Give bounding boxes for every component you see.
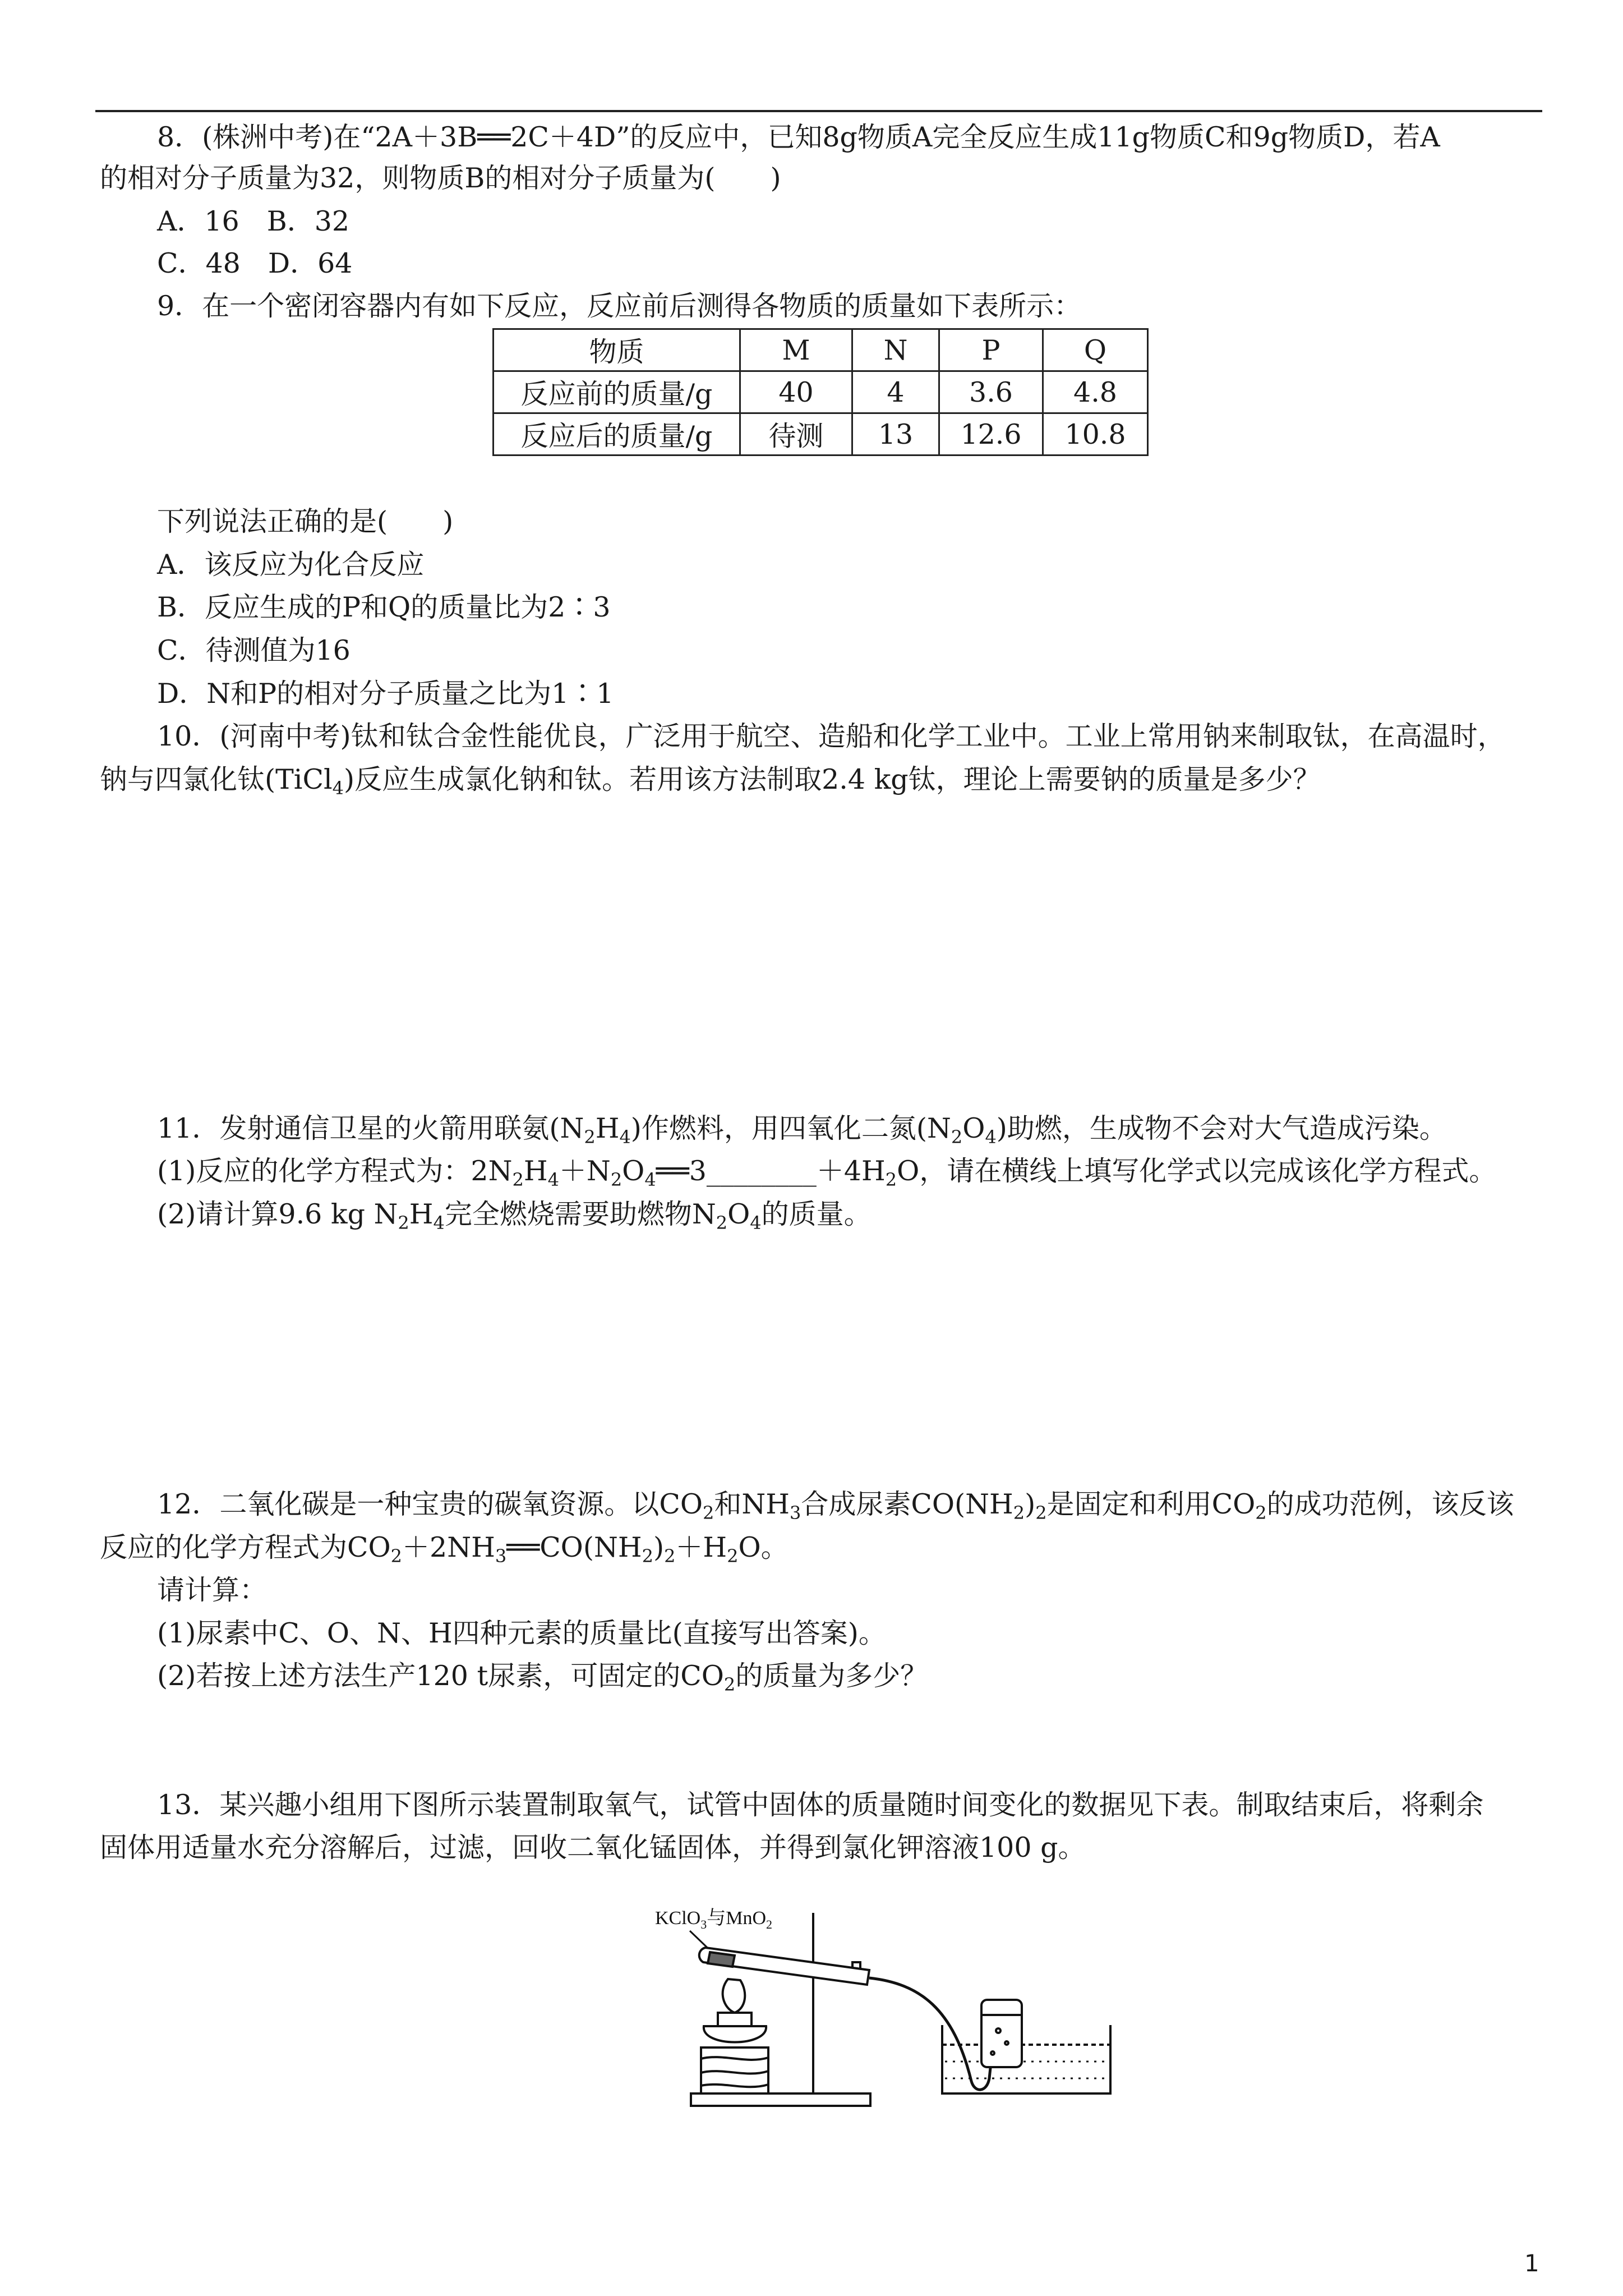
gas-jar [981,2000,1022,2067]
table-header-cell: M [740,329,852,371]
mass-table [492,328,1149,456]
table-header-cell: N [852,329,939,371]
table-cell: 10.8 [1043,413,1148,455]
water-trough [942,2025,1110,2093]
table-cell: 3.6 [939,371,1043,413]
figure-label: KClO$_3$与MnO$_2$ [655,1908,773,1931]
q12-part2: (2)若按上述方法生产120 t尿素，可固定的$CO_2$的质量为多少？ [157,1660,928,1695]
q9-option-c: C．待测值为16 [157,634,351,666]
page-number: 1 [1524,2249,1539,2277]
table-cell: 反应后的质量/g [494,413,740,455]
table-header-row [494,329,1148,371]
table-cell: 反应前的质量/g [494,371,740,413]
alcohol-lamp [701,1979,768,2093]
oxygen-apparatus-figure [628,1896,1122,2120]
q9-stem: 9．在一个密闭容器内有如下反应，反应前后测得各物质的质量如下表所示： [157,290,1082,322]
table-row [494,413,1148,455]
q12-line1: 12．二氧化碳是一种宝贵的碳氧资源。以$CO_2$和$NH_3$合成尿素$CO(NH_2)_2$是固定和利用$CO_2$的成功范例，该反该 [157,1488,1514,1524]
q11-part1: (1)反应的化学方程式为：$2N_2H_4+N_2O_4══3\_\_\_\_\_\_\_\_+4H_2O$，请在横线上填写化学式以完成该化学方程式。 [157,1155,1497,1190]
table-cell: 4 [852,371,939,413]
q11-part2: (2)请计算9.6 kg $N_2H_4$完全燃烧需要助燃物$N_2O_4$的质量。 [157,1198,872,1234]
q11-line1: 11．发射通信卫星的火箭用联氨$(N_2H_4)$作燃料，用四氧化二氮$(N_2O_4)$助燃，生成物不会对大气造成污染。 [157,1112,1447,1148]
table-cell: 40 [740,371,852,413]
q12-calc-label: 请计算： [157,1574,268,1606]
table-cell: 12.6 [939,413,1043,455]
table-cell: 4.8 [1043,371,1148,413]
q8-options-cd: C．48 D．64 [157,247,353,279]
q8-options-ab: A．16 B．32 [157,205,350,237]
q8-line1: 8．(株洲中考)在“2A＋3B══2C＋4D”的反应中，已知8g物质A完全反应生成11g物质C和9g物质D，若A [157,121,1440,153]
q13-line1: 13．某兴趣小组用下图所示装置制取氧气，试管中固体的质量随时间变化的数据见下表。制取结束后，将剩余 [157,1789,1484,1821]
q12-line2: 反应的化学方程式为$CO_2+2NH_3══CO(NH_2)_2+H_2O$。 [100,1531,789,1567]
table-cell: 13 [852,413,939,455]
q9-option-a: A．该反应为化合反应 [157,549,425,581]
q9-question: 下列说法正确的是( ) [157,505,454,537]
table-row [494,371,1148,413]
q10-line1: 10．(河南中考)钛和钛合金性能优良，广泛用于航空、造船和化学工业中。工业上常用钠来制取钛，在高温时， [157,720,1505,752]
q9-option-d: D．N和P的相对分子质量之比为1∶1 [157,678,614,710]
q8-line2: 的相对分子质量为32，则物质B的相对分子质量为( ) [100,162,781,194]
q10-line2: 钠与四氯化钛(TiCl$_4$)反应生成氯化钠和钛。若用该方法制取2.4 kg钛，理论上需要钠的质量是多少？ [100,763,1321,799]
delivery-tube [869,1978,993,2090]
q12-part1: (1)尿素中C、O、N、H四种元素的质量比(直接写出答案)。 [157,1617,886,1649]
test-tube [699,1948,869,1985]
table-header-cell: 物质 [494,329,740,371]
table-header-cell: Q [1043,329,1148,371]
q9-option-b: B．反应生成的P和Q的质量比为2∶3 [157,591,611,623]
q13-line2: 固体用适量水充分溶解后，过滤，回收二氧化锰固体，并得到氯化钾溶液100 g。 [100,1832,1086,1864]
table-cell: 待测 [740,413,852,455]
table-header-cell: P [939,329,1043,371]
header-rule [95,110,1542,112]
